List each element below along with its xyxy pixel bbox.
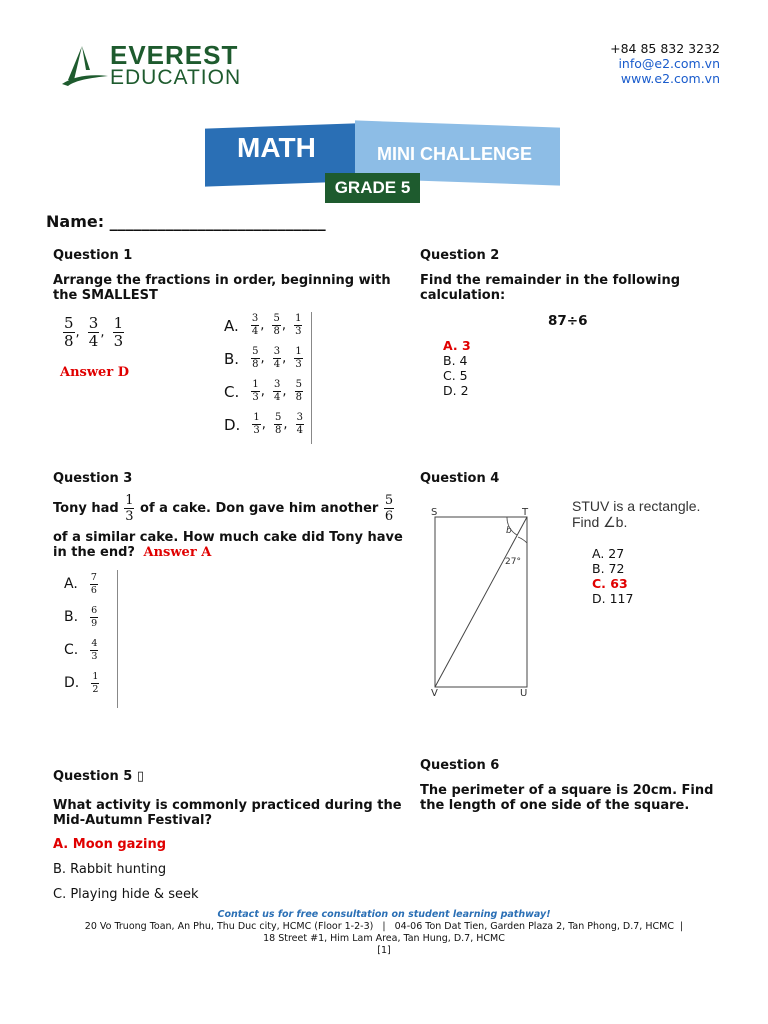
q2-expression: 87÷6 xyxy=(548,313,588,329)
q1-option-a[interactable]: A. $\frac{3}{4}$ , $\frac{5}{8}$ , $\frac{1}{3}$ xyxy=(224,313,302,337)
name-line: Name: ___________________________ xyxy=(46,212,326,231)
label-27-degrees: 27° xyxy=(505,557,521,567)
footer-address-2: 18 Street #1, Him Lam Area, Tan Hung, D.7, HCMC xyxy=(263,933,505,944)
email-link[interactable]: info@e2.com.vn xyxy=(618,56,720,71)
q1-given: $\frac{5}{8}$ , $\frac{3}{4}$ , $\frac{1}{3}$ xyxy=(64,314,124,350)
q2-title: Question 2 xyxy=(420,248,500,263)
q5-option-a[interactable]: A. Moon gazing xyxy=(53,837,167,852)
q5-text: What activity is commonly practiced during the Mid-Autumn Festival? xyxy=(53,798,402,828)
q3-options xyxy=(64,573,100,705)
rectangle-diagram xyxy=(425,503,540,698)
logo-line2: EDUCATION xyxy=(110,66,242,89)
grade-badge: GRADE 5 xyxy=(325,173,420,203)
logo-line1: EVEREST xyxy=(110,40,239,70)
q3-answer: Answer A xyxy=(143,545,212,560)
q4-option-c[interactable]: C. 63 xyxy=(592,576,628,591)
q1-answer: Answer D xyxy=(60,365,129,380)
q3-title: Question 3 xyxy=(53,471,133,486)
footer-address-1: 20 Vo Truong Toan, An Phu, Thu Duc city, HCMC (Floor 1-2-3) | 04-06 Ton Dat Tien, Garden Plaza 2, Tan Phong, D.7, HCMC | xyxy=(84,921,684,932)
q1-given-frac: $\frac{3}{4}$ xyxy=(88,314,99,350)
q1-option-c[interactable]: C. $\frac{1}{3}$ , $\frac{3}{4}$ , $\frac{5}{8}$ xyxy=(224,379,302,403)
q1-option-b[interactable]: B. $\frac{5}{8}$ , $\frac{3}{4}$ , $\frac{1}{3}$ xyxy=(224,346,302,370)
q4-option-b[interactable]: B. 72 xyxy=(592,561,625,576)
label-b: b xyxy=(506,526,512,536)
q3-option-d[interactable]: D. $\frac{1}{2}$ xyxy=(64,671,99,695)
q3-option-a[interactable]: A. $\frac{7}{6}$ xyxy=(64,572,97,596)
label-s: S xyxy=(431,507,438,518)
q2-options xyxy=(443,338,471,398)
q5-option-c[interactable]: C. Playing hide & seek xyxy=(53,887,199,902)
q5-title: Question 5 ▯ xyxy=(53,769,144,784)
mountain-logo-icon xyxy=(60,40,110,88)
q1-text: Arrange the fractions in order, beginning with the SMALLEST xyxy=(53,273,391,303)
q2-text: Find the remainder in the following calculation: xyxy=(420,273,681,303)
q3-line1: Tony had $\frac{1}{3}$ of a cake. Don gave him another $\frac{5}{6}$ xyxy=(53,493,394,524)
q4-prompt-line2: Find ∠b. xyxy=(572,514,628,530)
contact-block xyxy=(610,41,720,86)
q4-prompt xyxy=(572,498,700,530)
q6-text: The perimeter of a square is 20cm. Find the length of one side of the square. xyxy=(420,783,714,813)
q6-title: Question 6 xyxy=(420,758,500,773)
phone: +84 85 832 3232 xyxy=(610,41,720,56)
q4-option-d[interactable]: D. 117 xyxy=(592,591,634,606)
q5-options xyxy=(53,837,199,912)
q1-option-d[interactable]: D. $\frac{1}{3}$ , $\frac{5}{8}$ , $\frac{3}{4}$ xyxy=(224,412,304,436)
q3-option-b[interactable]: B. $\frac{6}{9}$ xyxy=(64,605,98,629)
page-number: [1] xyxy=(377,945,391,956)
banner-challenge-text: MINI CHALLENGE xyxy=(377,144,532,164)
q4-title: Question 4 xyxy=(420,471,500,486)
q3-options-divider xyxy=(117,570,118,708)
banner-math-text: MATH xyxy=(237,132,316,163)
q1-options-divider xyxy=(311,312,312,444)
label-t: T xyxy=(522,507,529,518)
q3-text-a: Tony had xyxy=(53,501,119,516)
q2-option-c[interactable]: C. 5 xyxy=(443,368,468,383)
q4-option-a[interactable]: A. 27 xyxy=(592,546,625,561)
q5-option-b[interactable]: B. Rabbit hunting xyxy=(53,862,167,877)
q1-given-frac: $\frac{5}{8}$ xyxy=(64,314,74,350)
footer-cta: Contact us for free consultation on student learning pathway! xyxy=(217,909,551,920)
label-v: V xyxy=(431,688,438,698)
q2-option-a[interactable]: A. 3 xyxy=(443,338,471,353)
q4-options xyxy=(592,546,633,606)
banner xyxy=(205,120,565,210)
q2-option-b[interactable]: B. 4 xyxy=(443,353,468,368)
q3-text-b: of a cake. Don gave him another xyxy=(140,501,379,516)
q1-given-frac: $\frac{1}{3}$ xyxy=(113,314,124,350)
footer xyxy=(0,909,768,957)
q4-prompt-line1: STUV is a rectangle. xyxy=(572,498,701,514)
q3-text-c: of a similar cake. How much cake did Tony have in the end? Answer A xyxy=(53,530,403,560)
q1-options xyxy=(224,314,305,446)
logo xyxy=(60,40,265,90)
label-u: U xyxy=(520,688,528,698)
q2-option-d[interactable]: D. 2 xyxy=(443,383,469,398)
q3-option-c[interactable]: C. $\frac{4}{3}$ xyxy=(64,638,98,662)
website-link[interactable]: www.e2.com.vn xyxy=(620,71,720,86)
q1-title: Question 1 xyxy=(53,248,133,263)
